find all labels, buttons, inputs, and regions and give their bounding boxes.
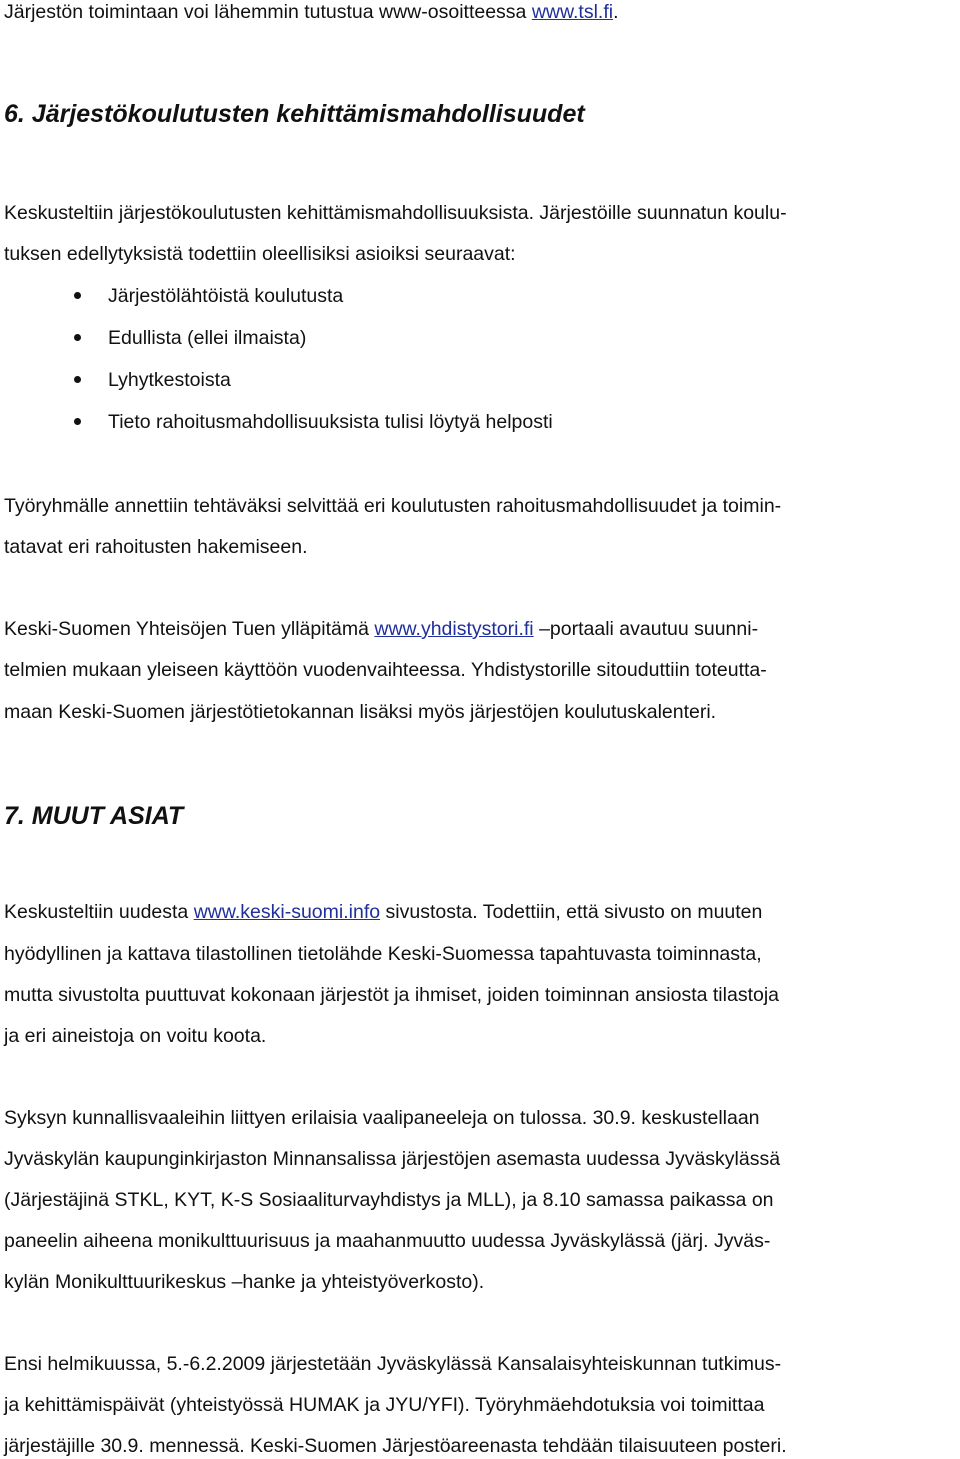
bullet-icon (74, 326, 108, 350)
bullet-item (74, 368, 231, 392)
keski-suomi-link[interactable]: www.keski-suomi.info (193, 901, 381, 923)
intro-text: Järjestön toimintaan voi lähemmin tutustua www-osoitteessa (4, 1, 532, 23)
bullet-item (74, 410, 553, 434)
keski-suomi-text: Keskusteltiin uudesta (4, 901, 194, 923)
section-7-p2-line-3: (Järjestäjinä STKL, KYT, K-S Sosiaaliturvayhdistys ja MLL), ja 8.10 samassa paikassa on (4, 1189, 774, 1211)
section-7-p1-line-1 (4, 900, 762, 924)
section-7-p2-line-4: paneelin aiheena monikulttuurisuus ja maahanmuutto uudessa Jyväskylässä (järj. Jyväs- (4, 1230, 771, 1252)
section-6-p3-line-1 (4, 617, 758, 641)
yhdistystori-text: Keski-Suomen Yhteisöjen Tuen ylläpitämä (4, 618, 375, 640)
keski-suomi-text-after: sivustosta. Todettiin, että sivusto on muuten (380, 901, 763, 923)
yhdistystori-text-after: –portaali avautuu suunni- (533, 618, 759, 640)
bullet-icon (74, 410, 108, 434)
section-7-p3-line-3: järjestäjille 30.9. mennessä. Keski-Suomen Järjestöareenasta tehdään tilaisuuteen posteri. (4, 1435, 787, 1457)
section-7-heading: 7. MUUT ASIAT (4, 802, 184, 830)
bullet-text: Lyhytkestoista (108, 369, 231, 391)
bullet-text: Tieto rahoitusmahdollisuuksista tulisi löytyä helposti (108, 411, 553, 433)
bullet-icon (74, 284, 108, 308)
bullet-item (74, 284, 343, 308)
bullet-text: Edullista (ellei ilmaista) (108, 327, 307, 349)
section-6-p1-line-1: Keskusteltiin järjestökoulutusten kehittämismahdollisuuksista. Järjestöille suunnatun koulu- (4, 202, 787, 224)
section-7-p2-line-5: kylän Monikulttuurikeskus –hanke ja yhteistyöverkosto). (4, 1271, 485, 1293)
section-6-p2-line-1: Työryhmälle annettiin tehtäväksi selvittää eri koulutusten rahoitusmahdollisuudet ja toimin- (4, 495, 782, 517)
section-7-p3-line-2: ja kehittämispäivät (yhteistyössä HUMAK ja JYU/YFI). Työryhmäehdotuksia voi toimittaa (4, 1394, 765, 1416)
section-6-heading: 6. Järjestökoulutusten kehittämismahdollisuudet (4, 100, 585, 128)
section-6-p3-line-2: telmien mukaan yleiseen käyttöön vuodenvaihteessa. Yhdistystorille sitouduttiin toteutta- (4, 659, 767, 681)
bullet-item (74, 326, 306, 350)
intro-paragraph (4, 0, 619, 24)
yhdistystori-link[interactable]: www.yhdistystori.fi (374, 618, 534, 640)
section-7-p2-line-1: Syksyn kunnallisvaaleihin liittyen erilaisia vaalipaneeleja on tulossa. 30.9. keskustellaan (4, 1107, 760, 1129)
section-6-p3-line-3: maan Keski-Suomen järjestötietokannan lisäksi myös järjestöjen koulutuskalenteri. (4, 701, 717, 723)
tsl-link[interactable]: www.tsl.fi (531, 1, 614, 23)
bullet-text: Järjestölähtöistä koulutusta (108, 285, 344, 307)
section-6-p2-line-2: tatavat eri rahoitusten hakemiseen. (4, 536, 308, 558)
section-7-p2-line-2: Jyväskylän kaupunginkirjaston Minnansalissa järjestöjen asemasta uudessa Jyväskylässä (4, 1148, 781, 1170)
intro-period: . (613, 1, 619, 23)
bullet-icon (74, 368, 108, 392)
section-6-p1-line-2: tuksen edellytyksistä todettiin oleellisiksi asioiksi seuraavat: (4, 243, 516, 265)
section-7-p1-line-3: mutta sivustolta puuttuvat kokonaan järjestöt ja ihmiset, joiden toiminnan ansiosta tilastoja (4, 984, 780, 1006)
section-7-p3-line-1: Ensi helmikuussa, 5.-6.2.2009 järjestetään Jyväskylässä Kansalaisyhteiskunnan tutkimus- (4, 1353, 782, 1375)
section-7-p1-line-2: hyödyllinen ja kattava tilastollinen tietolähde Keski-Suomessa tapahtuvasta toiminnasta, (4, 943, 762, 965)
section-7-p1-line-4: ja eri aineistoja on voitu koota. (4, 1025, 267, 1047)
